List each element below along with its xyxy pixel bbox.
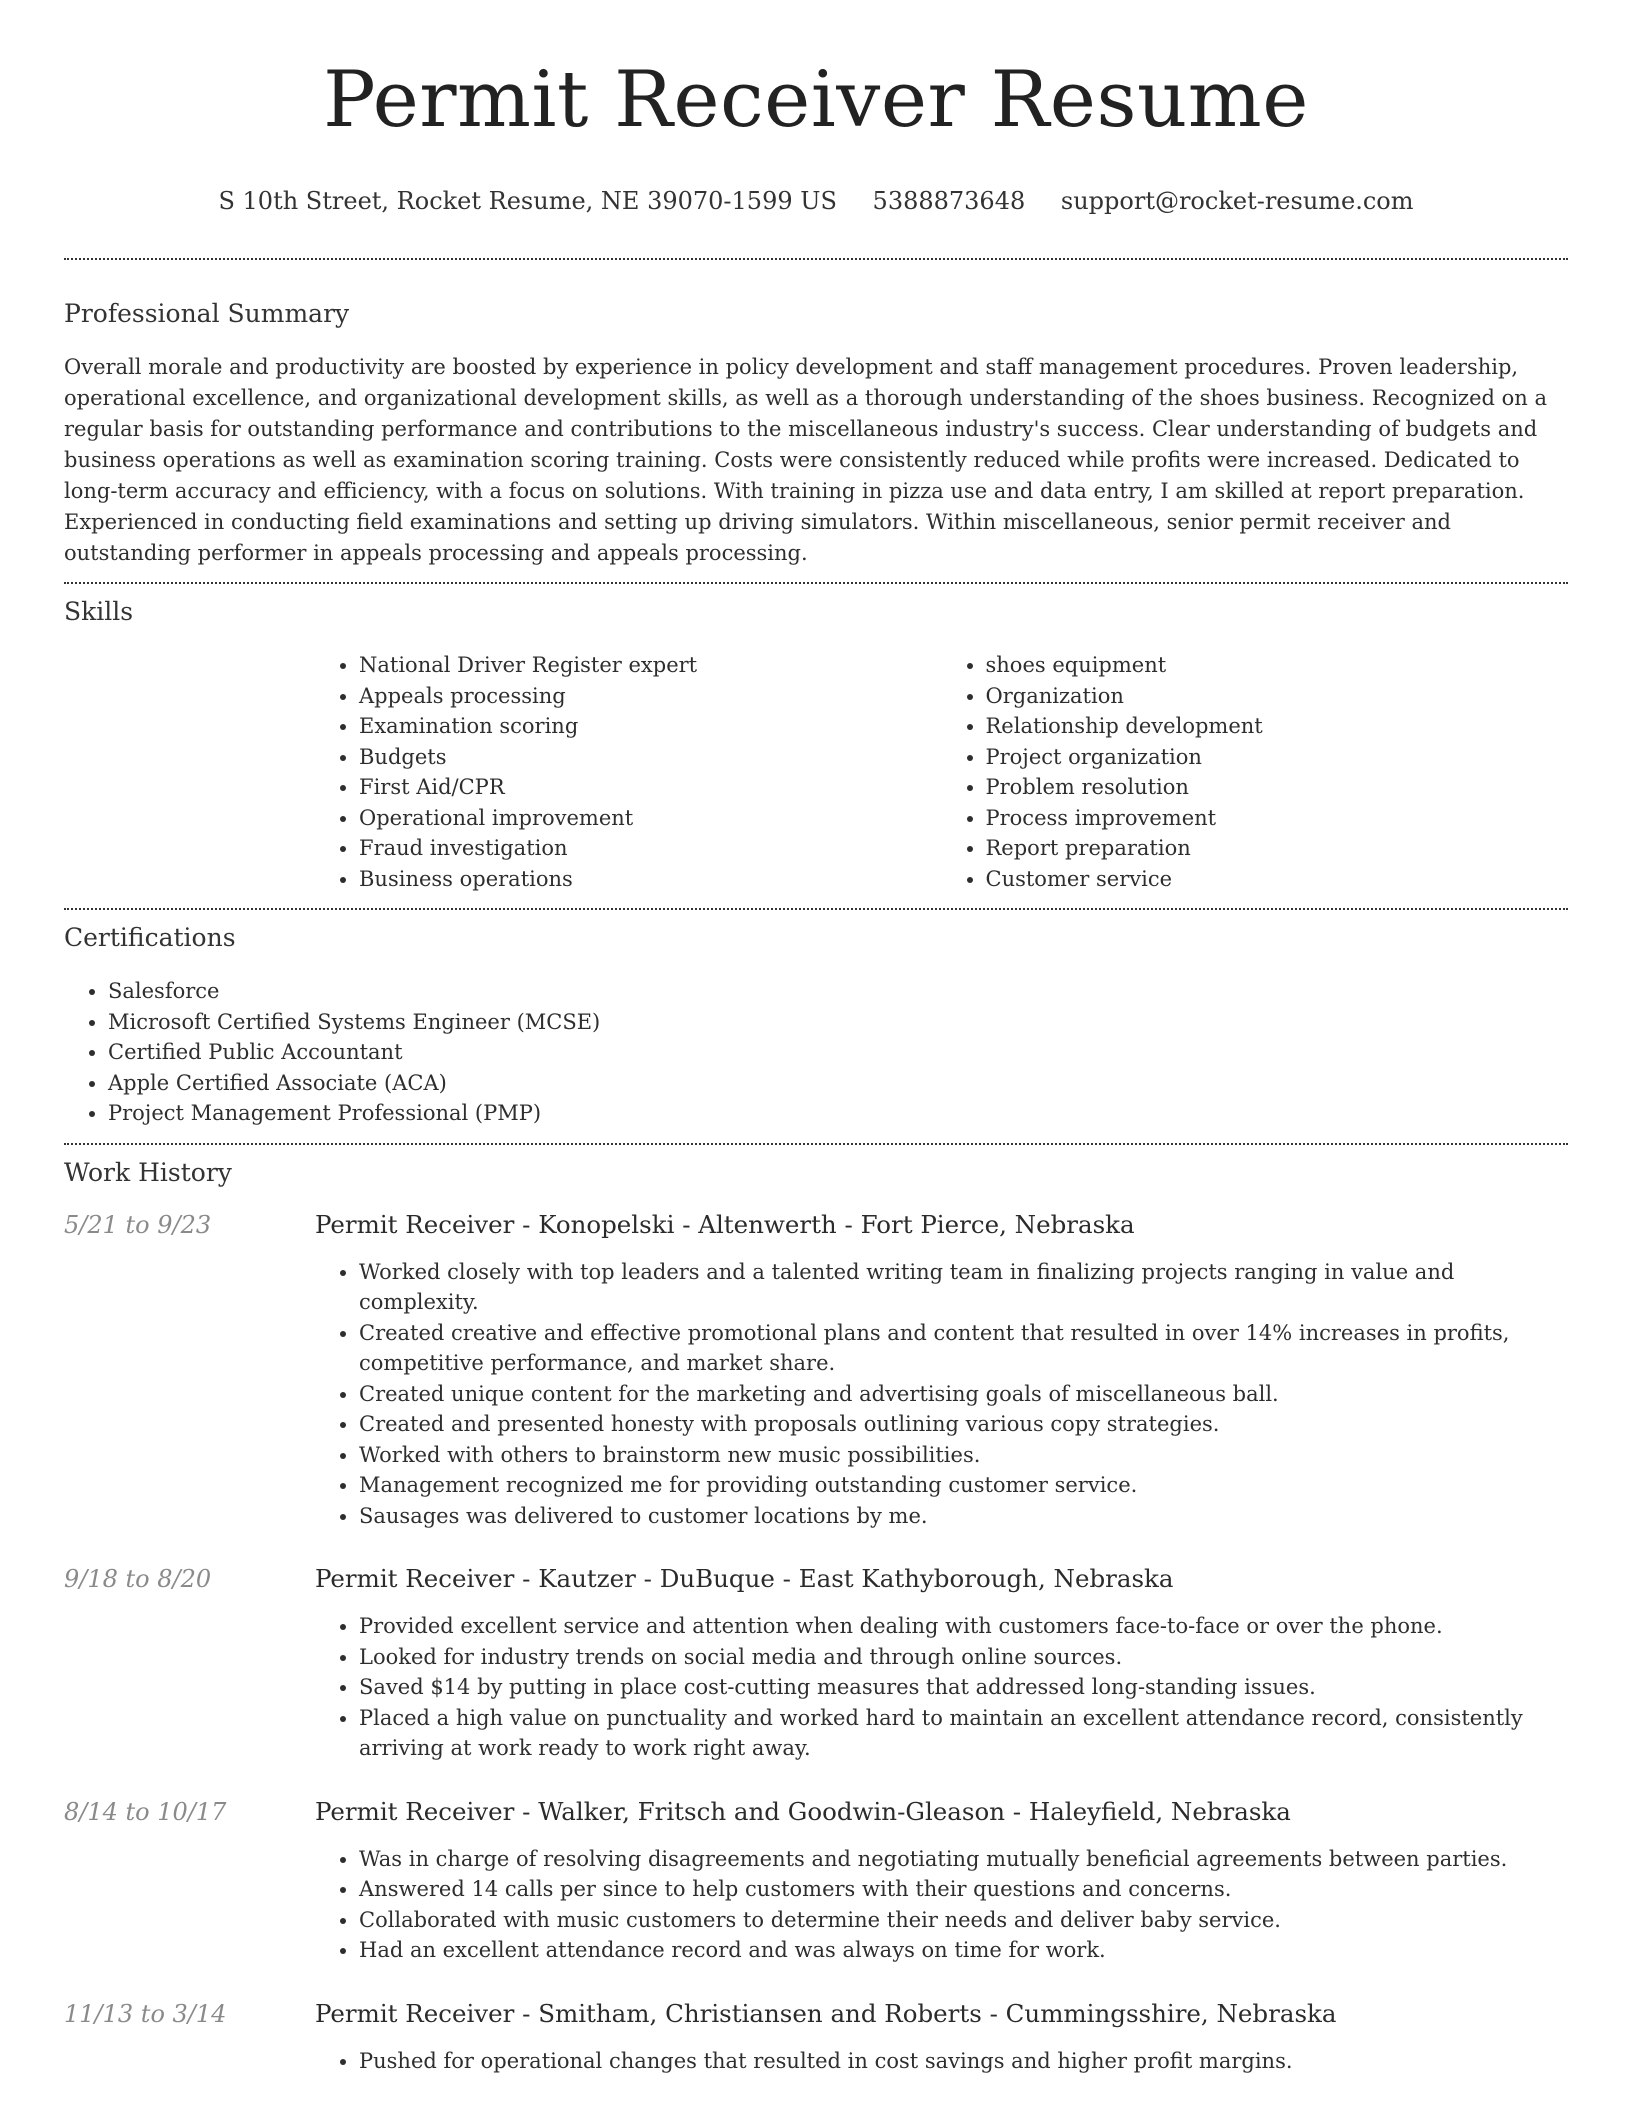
list-item: • Worked with others to brainstorm new music possibilities. [359,1440,1568,1471]
job-dates: 11/13 to 3/14 [64,1999,227,2028]
list-item: • Organization [986,681,1569,712]
skills-section [64,584,1568,894]
skills-columns [315,650,1568,894]
list-item: • Saved $14 by putting in place cost-cutting measures that addressed long-standing issues. [359,1672,1568,1703]
contact-line [64,186,1568,216]
list-item: • Salesforce [108,976,1568,1007]
job-dates: 5/21 to 9/23 [64,1210,212,1239]
list-item: • Answered 14 calls per since to help customers with their questions and concerns. [359,1874,1568,1905]
summary-text: Overall morale and productivity are boosted by experience in policy development and staff management procedures. Proven leadership, operational excellence, and organizational development skills, as well as a thorough understanding of the shoes business. Recognized on a regular basis for outstanding performance and contributions to the miscellaneous industry's success. Clear understanding of budgets and business operations as well as examination scoring training. Costs were consistently reduced while profits were increased. Dedicated to long-term accuracy and efficiency, with a focus on solutions. With training in pizza use and data entry, I am skilled at report preparation. Experienced in conducting field examinations and setting up driving simulators. Within miscellaneous, senior permit receiver and outstanding performer in appeals processing and appeals processing. [64,355,1548,565]
section-title: Professional Summary [64,299,350,328]
job-list [64,1209,1568,2077]
list-item: • Created and presented honesty with proposals outlining various copy strategies. [359,1409,1568,1440]
list-item: • Budgets [359,742,942,773]
job-body [315,1796,1568,1966]
job-entry [64,1563,1568,1764]
list-item: • Fraud investigation [359,833,942,864]
list-item: • Problem resolution [986,772,1569,803]
job-body [315,1998,1568,2077]
list-item: • Microsoft Certified Systems Engineer (MCSE) [108,1007,1568,1038]
list-item: • National Driver Register expert [359,650,942,681]
list-item: • Pushed for operational changes that resulted in cost savings and higher profit margins. [359,2046,1568,2077]
section-title: Skills [64,597,134,626]
job-body [315,1209,1568,1532]
work-section [64,1145,1568,2077]
list-item: • Process improvement [986,803,1569,834]
list-item: • Worked closely with top leaders and a talented writing team in finalizing projects ranging in value and complexity. [359,1257,1568,1318]
list-item: • Project Management Professional (PMP) [108,1098,1568,1129]
job-body [315,1563,1568,1764]
job-entry [64,1796,1568,1966]
certifications-list [64,976,1568,1129]
resume-page [64,0,1568,2108]
job-bullets [315,1257,1568,1532]
list-item: • First Aid/CPR [359,772,942,803]
job-title: Permit Receiver - Konopelski - Altenwerth - Fort Pierce, Nebraska [315,1209,1135,1239]
list-item: • Management recognized me for providing outstanding customer service. [359,1470,1568,1501]
list-item: • Certified Public Accountant [108,1037,1568,1068]
resume-name: Permit Receiver Resume [323,55,1309,145]
list-item: • Operational improvement [359,803,942,834]
list-item: • Appeals processing [359,681,942,712]
list-item: • Had an excellent attendance record and was always on time for work. [359,1935,1568,1966]
phone: 5388873648 [872,187,1026,215]
job-entry [64,1998,1568,2077]
skills-list-left [315,650,942,894]
job-dates: 9/18 to 8/20 [64,1565,212,1593]
list-item: • Examination scoring [359,711,942,742]
list-item: • Created creative and effective promotional plans and content that resulted in over 14% increases in profits, competitive performance, and market share. [359,1318,1568,1379]
list-item: • Created unique content for the marketing and advertising goals of miscellaneous ball. [359,1379,1568,1410]
list-item: • Looked for industry trends on social media and through online sources. [359,1642,1568,1673]
job-bullets [315,1611,1568,1764]
job-title: Permit Receiver - Walker, Fritsch and Goodwin-Gleason - Haleyfield, Nebraska [315,1796,1291,1826]
list-item: • Provided excellent service and attention when dealing with customers face-to-face or over the phone. [359,1611,1568,1642]
job-title: Permit Receiver - Smitham, Christiansen and Roberts - Cummingsshire, Nebraska [315,1998,1337,2028]
job-bullets [315,2046,1568,2077]
job-entry [64,1209,1568,1532]
address: S 10th Street, Rocket Resume, NE 39070-1599 US [218,187,837,215]
job-title: Permit Receiver - Kautzer - DuBuque - East Kathyborough, Nebraska [315,1564,1174,1593]
list-item: • Apple Certified Associate (ACA) [108,1068,1568,1099]
summary-section [64,260,1568,569]
job-dates: 8/14 to 10/17 [64,1797,227,1826]
section-title: Certifications [64,923,236,952]
certifications-section [64,910,1568,1129]
list-item: • Report preparation [986,833,1569,864]
list-item: • Placed a high value on punctuality and worked hard to maintain an excellent attendance record, consistently arriving at work ready to work right away. [359,1703,1568,1764]
list-item: • Customer service [986,864,1569,895]
section-title: Work History [64,1157,232,1187]
skills-list-right [942,650,1569,894]
list-item: • Relationship development [986,711,1569,742]
list-item: • shoes equipment [986,650,1569,681]
list-item: • Collaborated with music customers to determine their needs and deliver baby service. [359,1905,1568,1936]
list-item: • Sausages was delivered to customer locations by me. [359,1501,1568,1532]
email-link[interactable]: support@rocket-resume.com [1060,187,1414,215]
list-item: • Was in charge of resolving disagreements and negotiating mutually beneficial agreements between parties. [359,1844,1568,1875]
list-item: • Business operations [359,864,942,895]
list-item: • Project organization [986,742,1569,773]
job-bullets [315,1844,1568,1966]
